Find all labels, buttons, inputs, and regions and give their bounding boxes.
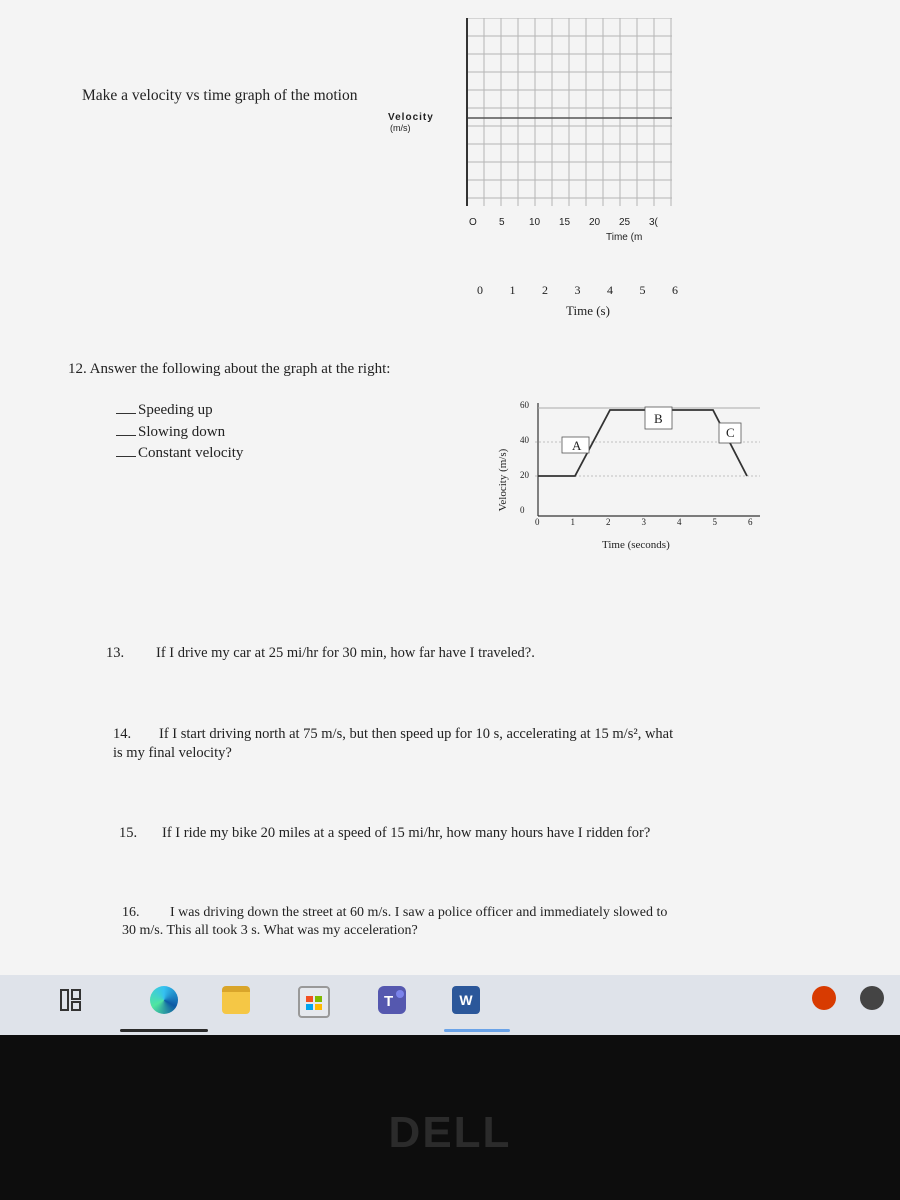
graph-prompt: Make a velocity vs time graph of the motion bbox=[82, 87, 358, 104]
q12-option-slowing-down[interactable]: Slowing down bbox=[116, 424, 225, 441]
microsoft-store-icon[interactable] bbox=[298, 986, 330, 1018]
taskbar bbox=[0, 975, 900, 1035]
segment-c-label: C bbox=[726, 425, 735, 440]
grid-x-label: Time (m bbox=[606, 232, 643, 243]
grid-x-tick-6: 3( bbox=[649, 217, 658, 228]
edge-icon[interactable] bbox=[150, 986, 178, 1014]
graph12-x-tick-4: 4 bbox=[677, 517, 682, 527]
graph12-x-tick-6: 6 bbox=[748, 517, 753, 527]
time-axis-tick-5: 5 bbox=[639, 283, 646, 297]
grid-x-tick-2: 10 bbox=[529, 217, 541, 228]
q16-number: 16. bbox=[122, 905, 140, 920]
empty-grid-graph bbox=[462, 18, 677, 208]
time-axis-tick-1: 1 bbox=[509, 283, 516, 297]
q12-velocity-graph bbox=[535, 398, 765, 528]
grid-y-unit: (m/s) bbox=[390, 123, 411, 133]
teams-icon[interactable] bbox=[378, 986, 406, 1014]
graph12-y-tick-2: 20 bbox=[520, 470, 529, 480]
q14-line2: is my final velocity? bbox=[113, 745, 232, 761]
office-icon[interactable] bbox=[812, 986, 836, 1010]
q14-line1: If I start driving north at 75 m/s, but then speed up for 10 s, accelerating at 15 m/s², what bbox=[159, 726, 674, 742]
grid-x-tick-4: 20 bbox=[589, 217, 601, 228]
graph12-y-label: Velocity (m/s) bbox=[497, 448, 509, 512]
grid-x-tick-5: 25 bbox=[619, 217, 631, 228]
graph12-x-tick-5: 5 bbox=[712, 517, 717, 527]
time-axis-tick-0: 0 bbox=[477, 283, 483, 297]
task-view-icon[interactable] bbox=[60, 988, 82, 1012]
graph12-y-tick-3: 0 bbox=[520, 505, 525, 515]
svg-text:T: T bbox=[384, 993, 394, 1010]
grid-x-tick-1: 5 bbox=[499, 217, 505, 228]
graph12-y-tick-1: 40 bbox=[520, 435, 529, 445]
graph12-x-tick-3: 3 bbox=[641, 517, 646, 527]
q12-option-speeding-up[interactable]: Speeding up bbox=[116, 402, 213, 419]
q16-line1: I was driving down the street at 60 m/s. I saw a police officer and immediately slowed to bbox=[170, 905, 668, 920]
graph12-x-tick-1: 1 bbox=[570, 517, 575, 527]
q13-text: If I drive my car at 25 mi/hr for 30 min, how far have I traveled?. bbox=[156, 645, 535, 661]
time-axis-tick-4: 4 bbox=[607, 283, 613, 297]
graph12-x-label: Time (seconds) bbox=[602, 539, 670, 551]
q12-option-constant-velocity[interactable]: Constant velocity bbox=[116, 445, 243, 462]
graph12-y-tick-0: 60 bbox=[520, 400, 529, 410]
dell-logo: DELL bbox=[388, 1108, 512, 1157]
graph12-x-tick-0: 0 bbox=[535, 517, 540, 527]
q15-text: If I ride my bike 20 miles at a speed of 15 mi/hr, how many hours have I ridden for? bbox=[162, 825, 651, 841]
segment-a-label: A bbox=[572, 438, 582, 453]
time-axis-label: Time (s) bbox=[566, 303, 610, 318]
creative-cloud-icon[interactable] bbox=[860, 986, 884, 1010]
time-axis-tick-6: 6 bbox=[672, 283, 678, 297]
word-active-indicator bbox=[444, 1029, 510, 1032]
file-explorer-icon[interactable] bbox=[222, 986, 250, 1014]
q14-number: 14. bbox=[113, 726, 132, 742]
time-axis-tick-2: 2 bbox=[542, 283, 548, 297]
edge-active-indicator bbox=[120, 1029, 208, 1032]
grid-y-label: Velocity bbox=[388, 112, 434, 123]
graph12-x-tick-2: 2 bbox=[606, 517, 611, 527]
q16-line2: 30 m/s. This all took 3 s. What was my acceleration? bbox=[122, 923, 418, 938]
grid-x-tick-3: 15 bbox=[559, 217, 571, 228]
segment-b-label: B bbox=[654, 411, 663, 426]
q13-number: 13. bbox=[106, 645, 125, 661]
time-axis-tick-3: 3 bbox=[574, 283, 581, 297]
q12-prompt: 12. Answer the following about the graph at the right: bbox=[68, 361, 391, 377]
q15-number: 15. bbox=[119, 825, 138, 841]
grid-x-tick-0: O bbox=[469, 217, 477, 228]
word-icon[interactable]: W bbox=[452, 986, 480, 1014]
